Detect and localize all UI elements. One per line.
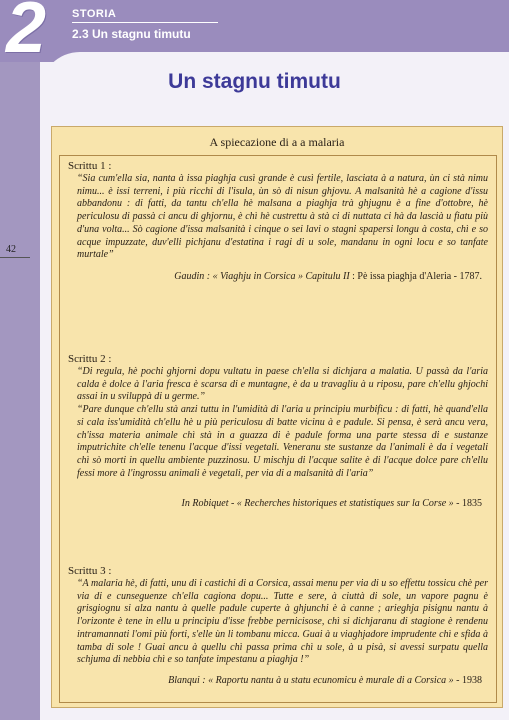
source-citation [68, 498, 488, 510]
document-box [51, 126, 503, 708]
source-1 [68, 160, 488, 283]
page-number-rule [0, 257, 30, 258]
citation-detail: : Pè issa piaghja d'Aleria - 1787. [349, 270, 482, 282]
source-2 [68, 353, 488, 510]
section-subtitle: 2.3 Un stagnu timutu [72, 27, 191, 41]
citation-detail: - 1835 [453, 498, 482, 510]
source-3 [68, 565, 488, 687]
chapter-number: 2 [6, 0, 47, 68]
page-title: Un stagnu timutu [168, 70, 341, 93]
citation-work: Gaudin : « Viaghju in Corsica » Capitulu II [174, 270, 350, 282]
source-citation [68, 271, 488, 283]
sources-frame [59, 155, 497, 703]
citation-work: Blanqui : « Raportu nantu à u statu ecunomicu è murale di a Corsica » [168, 674, 454, 686]
page-number: 42 [6, 244, 16, 255]
source-citation [68, 675, 488, 687]
section-divider [72, 22, 218, 23]
source-quote: “Pare dunque ch'ellu stà anzi tuttu in l'umidità di l'aria u principiu murbificu : di fatti, hè quand'ella si cala iss'umidità ch'ellu hè u più periculosu di batte vicinu à e padule. Si pensa, è serà ancu vera, ch'issa materia animale chì stà in a guazza di è padule forma una parte stessa di e sustanze imputrichite ch'elle tenenu l'acque d'issi vegetali. Veneranu ste sustanze da l'animali è da i vegetali chì sò morti in quellu ambiente puzzinosu. U mischju di l'acque salite è di l'acque dolce pare ch'ellu fessi more à l'ingrossu animali è vegetali, per via di a malsanità di l'aria” [77, 404, 488, 479]
source-label: Scrittu 2 : [68, 353, 112, 365]
section-category: STORIA [72, 8, 117, 20]
citation-detail: - 1938 [453, 674, 482, 686]
source-quote: “A malaria hè, di fatti, unu di i castichi di a Corsica, assai menu per via di u so effettu tossicu chè per via di e cunseguenze ch'ella cagiona dopu... Tutte e sere, à ciuttà di sole, un vapore pagnu è grisgiognu si alza nantu à quelle padule cuperte à ghjunchi è à canne ; arieghja pisignu nantu à l'orizonte è tene in ellu u principiu d'isse frebbe pernicisose, chì si dichjaranu di stagione è rendenu intramannati l'omi più forti, s'elle ùn li tombanu micca. Guai à u viaghjadore imprudente chì e sfida à tamba di sole ! Guai ancu à quellu chì passa prima chì u sole, à u pisà, si avessi surpatu quella schjuma di nebbia chì e so tanfate impestanu a piaghja !” [77, 578, 488, 666]
source-quote: “Sia cum'ella sia, nanta à issa piaghja cusì grande è cusì fertile, lasciata à a natura, ùn ci stà nimu nimu... è issi terreni, i più ricchi di l'isula, ùn sò di nisun ghjovu. A malsanità hè a cagione d'issu abbandonu : di fatti, da tantu ch'ella hè malsana a piaghja trà ghjugnu è a fine d'ottobre, hè periculosu di passà ci ancu di ghjornu, è chì hè custrettu à stà ci di nuttata ci hà da lascià u fiatu più d'una volta... Sò cagione d'issa malsanità i cinque o sei lavi o stagni spapersi longu à costa, chì e so acque impuzzate, duv'elli pichjanu d'estatina i ragi di u sole, mandanu in ogni locu e so tanfate murtale” [77, 173, 488, 261]
source-label: Scrittu 1 : [68, 160, 112, 172]
source-quote: “Di regula, hè pochi ghjorni dopu vultatu in paese ch'ella si dichjara a malatia. U passà da l'aria calda è dolce à l'aria fresca è scarsa di e muntagne, è da u travagliu à u riposu, pare ch'ellu ghjochi assai in u sviluppà di u germe.” [77, 366, 488, 403]
source-label: Scrittu 3 : [68, 565, 112, 577]
left-margin-band [0, 0, 40, 720]
box-title: A spiecazione di a a malaria [209, 135, 345, 149]
citation-work: In Robiquet - « Recherches historiques et statistiques sur la Corse » [181, 498, 454, 510]
